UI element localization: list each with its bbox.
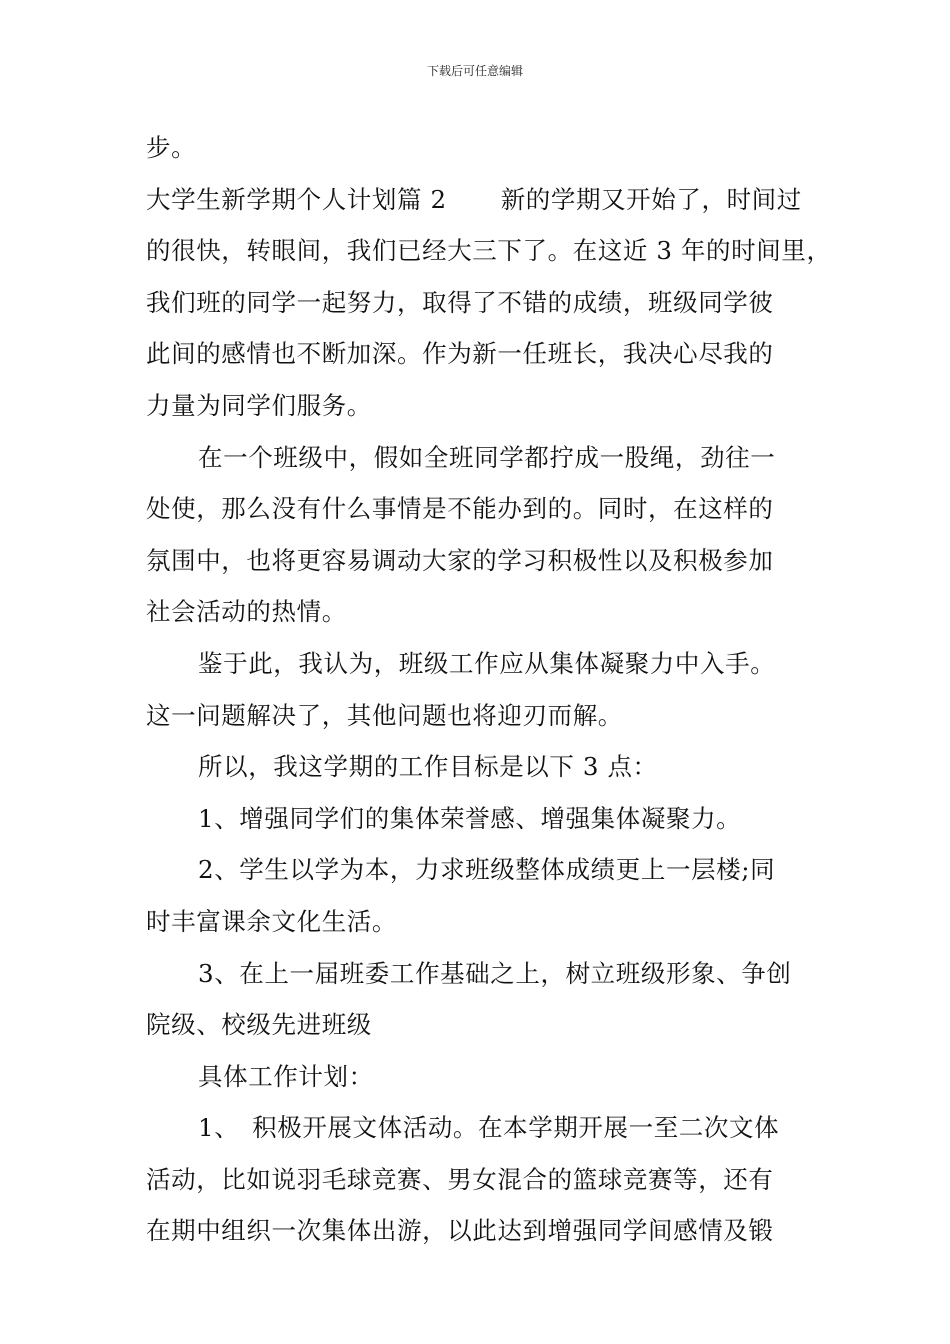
text-line bbox=[146, 174, 818, 226]
subheading: 具体工作计划： bbox=[198, 1061, 374, 1091]
text-line: 所以，我这学期的工作目标是以下 3 点： bbox=[198, 752, 658, 782]
list-item: 1、增强同学们的集体荣誉感、增强集体凝聚力。 bbox=[198, 803, 742, 833]
text-line: 活动，比如说羽毛球竞赛、男女混合的篮球竞赛等，还有 bbox=[146, 1164, 774, 1194]
page-header: 下载后可任意编辑 bbox=[426, 64, 523, 78]
text-line: 处使，那么没有什么事情是不能办到的。同时，在这样的 bbox=[146, 494, 774, 524]
text-line: 的很快，转眼间，我们已经大三下了。在这近 3 年的时间里， bbox=[146, 236, 832, 266]
text-line: 在期中组织一次集体出游，以此达到增强同学间感情及锻 bbox=[146, 1216, 774, 1246]
text-line: 院级、校级先进班级 bbox=[146, 1010, 372, 1040]
text-line: 力量为同学们服务。 bbox=[146, 390, 372, 420]
paragraph-start: 新的学期又开始了，时间过 bbox=[500, 184, 802, 214]
text-line: 鉴于此，我认为，班级工作应从集体凝聚力中入手。 bbox=[198, 648, 776, 678]
document-body bbox=[146, 122, 832, 1257]
text-line: 社会活动的热情。 bbox=[146, 597, 347, 627]
section-title: 大学生新学期个人计划篇 2 bbox=[146, 184, 447, 214]
text-line: 此间的感情也不断加深。作为新一任班长，我决心尽我的 bbox=[146, 339, 774, 369]
text-line: 我们班的同学一起努力，取得了不错的成绩，班级同学彼 bbox=[146, 287, 774, 317]
text-line: 氛围中，也将更容易调动大家的学习积极性以及积极参加 bbox=[146, 545, 774, 575]
list-item: 2、学生以学为本，力求班级整体成绩更上一层楼;同 bbox=[198, 855, 776, 885]
text-line: 步。 bbox=[146, 133, 197, 162]
list-item: 1、 积极开展文体活动。在本学期开展一至二次文体 bbox=[198, 1113, 780, 1143]
text-line: 时丰富课余文化生活。 bbox=[146, 906, 397, 936]
text-line: 在一个班级中，假如全班同学都拧成一股绳，劲往一 bbox=[198, 442, 776, 472]
text-line: 这一问题解决了，其他问题也将迎刃而解。 bbox=[146, 700, 623, 730]
list-item: 3、在上一届班委工作基础之上，树立班级形象、争创 bbox=[198, 958, 792, 988]
